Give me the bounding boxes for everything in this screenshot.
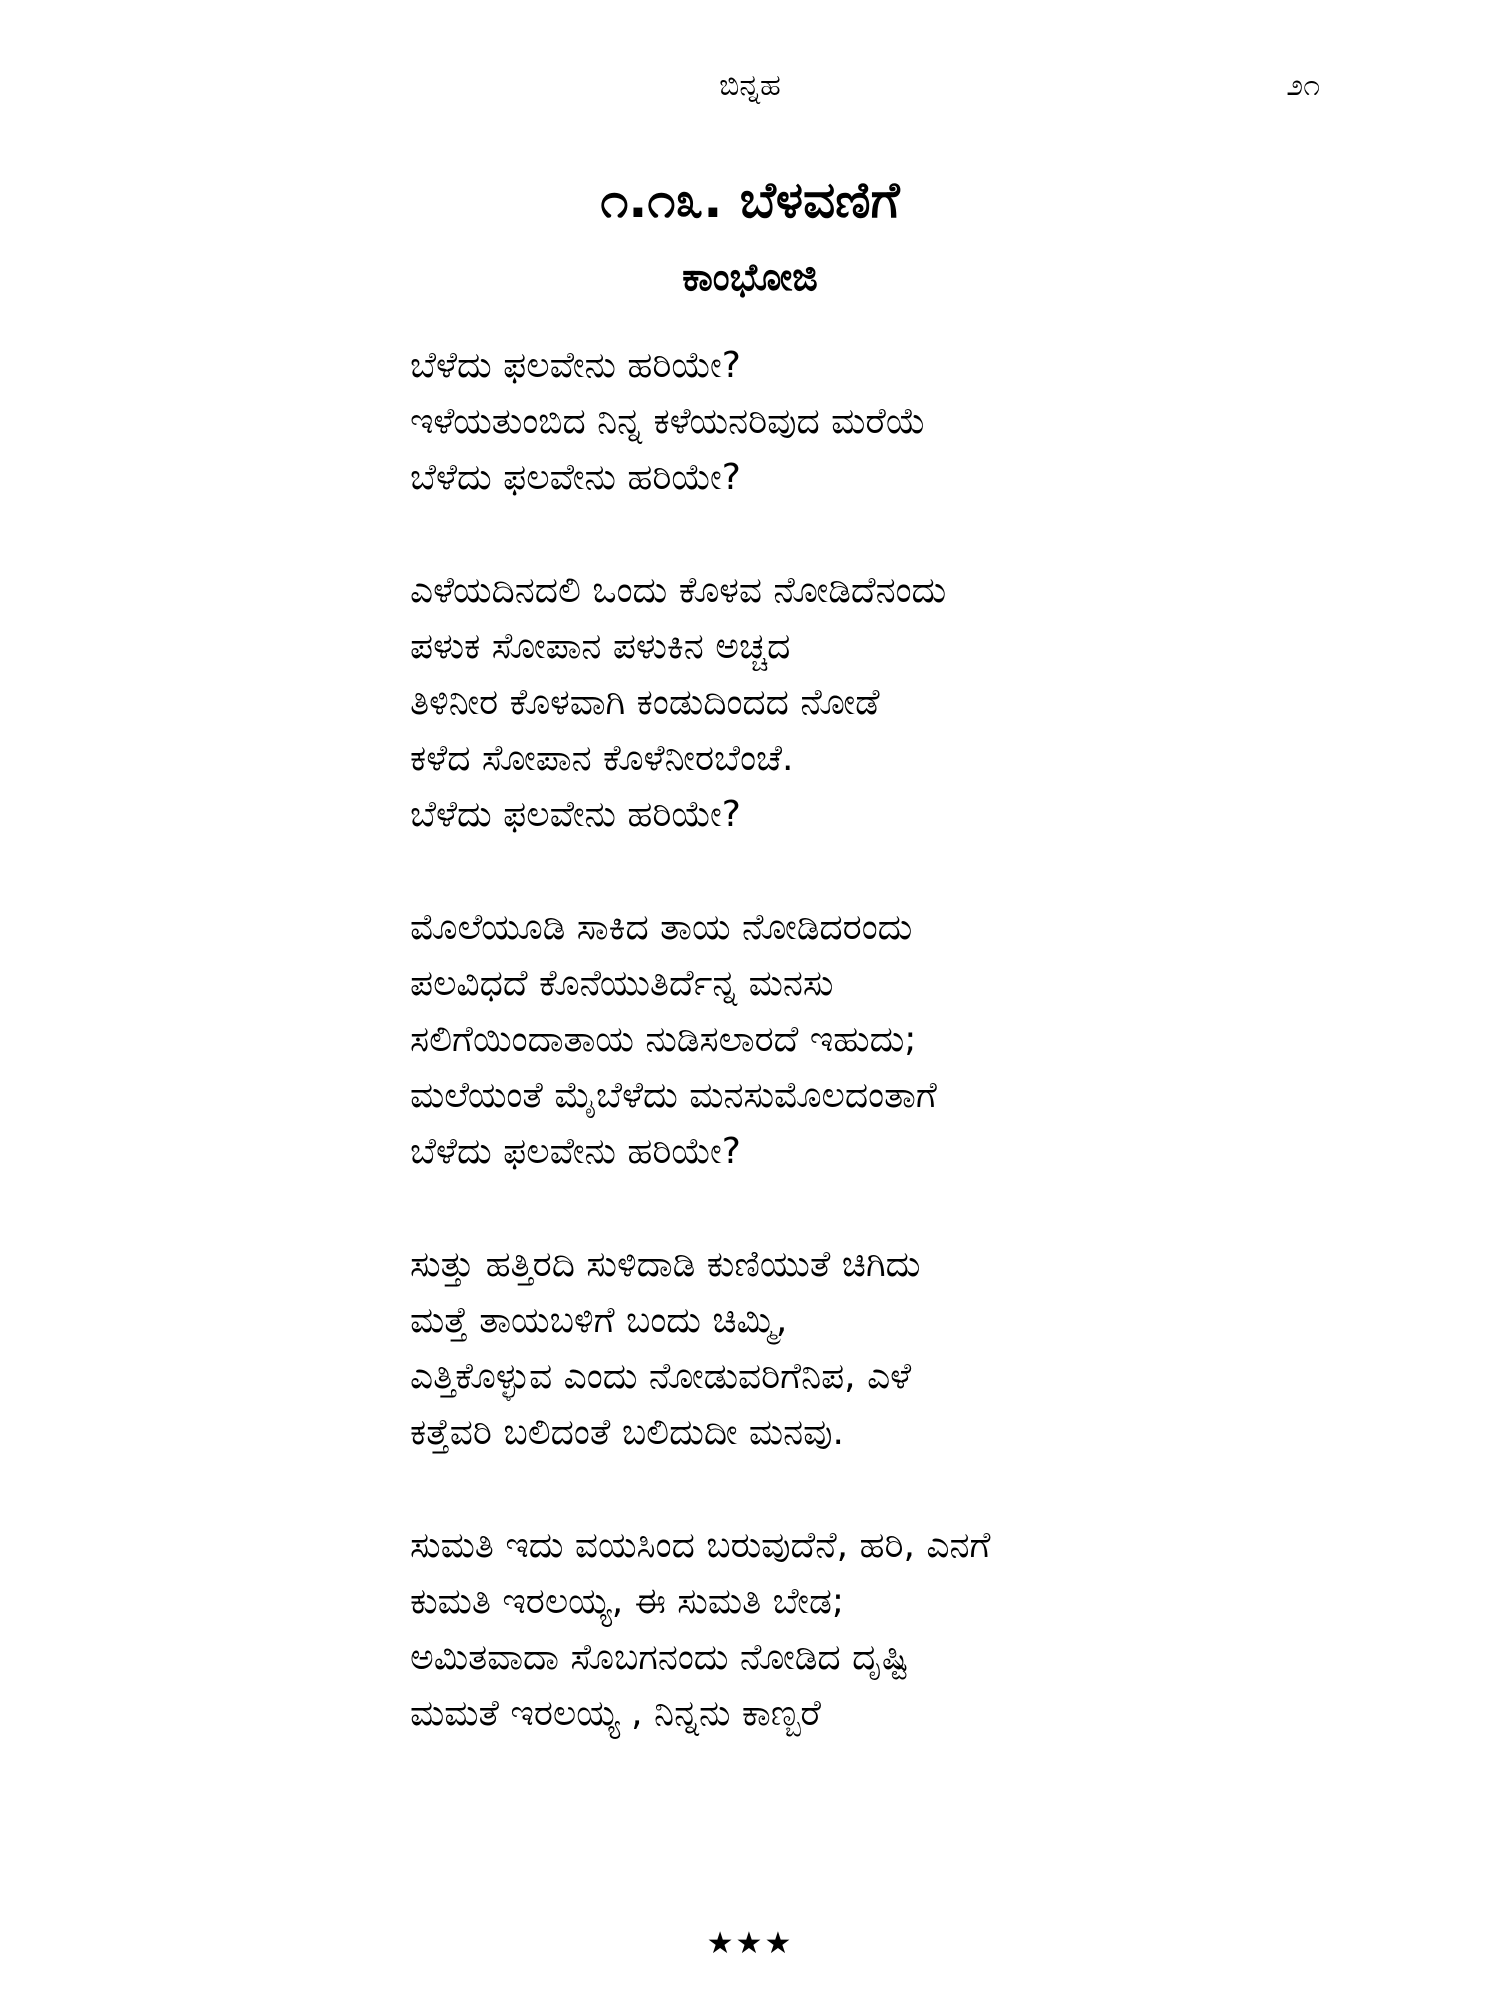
poem-line: ಅಮಿತವಾದಾ ಸೊಬಗನಂದು ನೋಡಿದ ದೃಷ್ಟಿ <box>410 1637 909 1678</box>
poem-line: ಎಳೆಯದಿನದಲಿ ಒಂದು ಕೊಳವ ನೋಡಿದೆನಂದು <box>410 570 947 611</box>
poem-line: ಸಲಿಗೆಯಿಂದಾತಾಯ ನುಡಿಸಲಾರದೆ ಇಹುದು; <box>410 1019 917 1060</box>
stanza-4 <box>410 1237 1410 1461</box>
raga-name: ಕಾಂಭೋಜಿ <box>682 255 818 299</box>
poem-body <box>410 338 1410 1799</box>
poem-line: ತಿಳಿನೀರ ಕೊಳವಾಗಿ ಕಂಡುದಿಂದದ ನೋಡೆ <box>410 682 880 723</box>
poem-line: ಬೆಳೆದು ಫಲವೇನು ಹರಿಯೇ? <box>410 457 741 498</box>
stanza-5 <box>410 1518 1410 1742</box>
poem-line: ಬೆಳೆದು ಫಲವೇನು ಹರಿಯೇ? <box>410 345 741 386</box>
poem-line: ಕಳೆದ ಸೋಪಾನ ಕೊಳೆನೀರಬೆಂಚೆ. <box>410 738 794 779</box>
poem-line: ಮೊಲೆಯೂಡಿ ಸಾಕಿದ ತಾಯ ನೋಡಿದರಂದು <box>410 907 913 948</box>
poem-line: ಮತ್ತೆ ತಾಯಬಳಿಗೆ ಬಂದು ಚಿಮ್ಮಿ, <box>410 1300 788 1341</box>
poem-line: ಬೆಳೆದು ಫಲವೇನು ಹರಿಯೇ? <box>410 794 741 835</box>
poem-line: ಇಳೆಯತುಂಬಿದ ನಿನ್ನ ಕಳೆಯನರಿವುದ ಮರೆಯೆ <box>410 401 926 442</box>
stanza-2 <box>410 563 1410 843</box>
poem-line: ಎತ್ತಿಕೊಳ್ಳುವ ಎಂದು ನೋಡುವರಿಗೆನಿಪ, ಎಳೆ <box>410 1356 912 1397</box>
page-number: ೨೧ <box>1286 68 1320 103</box>
poem-line: ಮಮತೆ ಇರಲಯ್ಯ , ನಿನ್ನನು ಕಾಣ್ಬರೆ <box>410 1693 821 1734</box>
poem-line: ಬೆಳೆದು ಫಲವೇನು ಹರಿಯೇ? <box>410 1131 741 1172</box>
stanza-3 <box>410 900 1410 1180</box>
running-header-title: ಬಿನ್ನಹ <box>719 68 781 103</box>
poem-title: ೧.೧೩. ಬೆಳವಣಿಗೆ <box>600 171 900 229</box>
end-mark-stars: ★★★ <box>706 1926 794 1961</box>
poem-line: ಕತ್ತೆವರಿ ಬಲಿದಂತೆ ಬಲಿದುದೀ ಮನವು. <box>410 1412 844 1453</box>
poem-line: ಸುತ್ತು ಹತ್ತಿರದಿ ಸುಳಿದಾಡಿ ಕುಣಿಯುತೆ ಚಿಗಿದು <box>410 1244 921 1285</box>
poem-line: ಮಲೆಯಂತೆ ಮೈಬೆಳೆದು ಮನಸುಮೊಲದಂತಾಗೆ <box>410 1075 937 1116</box>
poem-line: ಕುಮತಿ ಇರಲಯ್ಯ, ಈ ಸುಮತಿ ಬೇಡ; <box>410 1581 845 1622</box>
stanza-1 <box>410 338 1410 506</box>
poem-line: ಪಲವಿಧದೆ ಕೊನೆಯುತಿರ್ದೆನ್ನ ಮನಸು <box>410 963 834 1004</box>
poem-line: ಪಳುಕ ಸೋಪಾನ ಪಳುಕಿನ ಅಚ್ಚದ <box>410 626 791 667</box>
poem-line: ಸುಮತಿ ಇದು ವಯಸಿಂದ ಬರುವುದೆನೆ, ಹರಿ, ಎನಗೆ <box>410 1525 991 1566</box>
